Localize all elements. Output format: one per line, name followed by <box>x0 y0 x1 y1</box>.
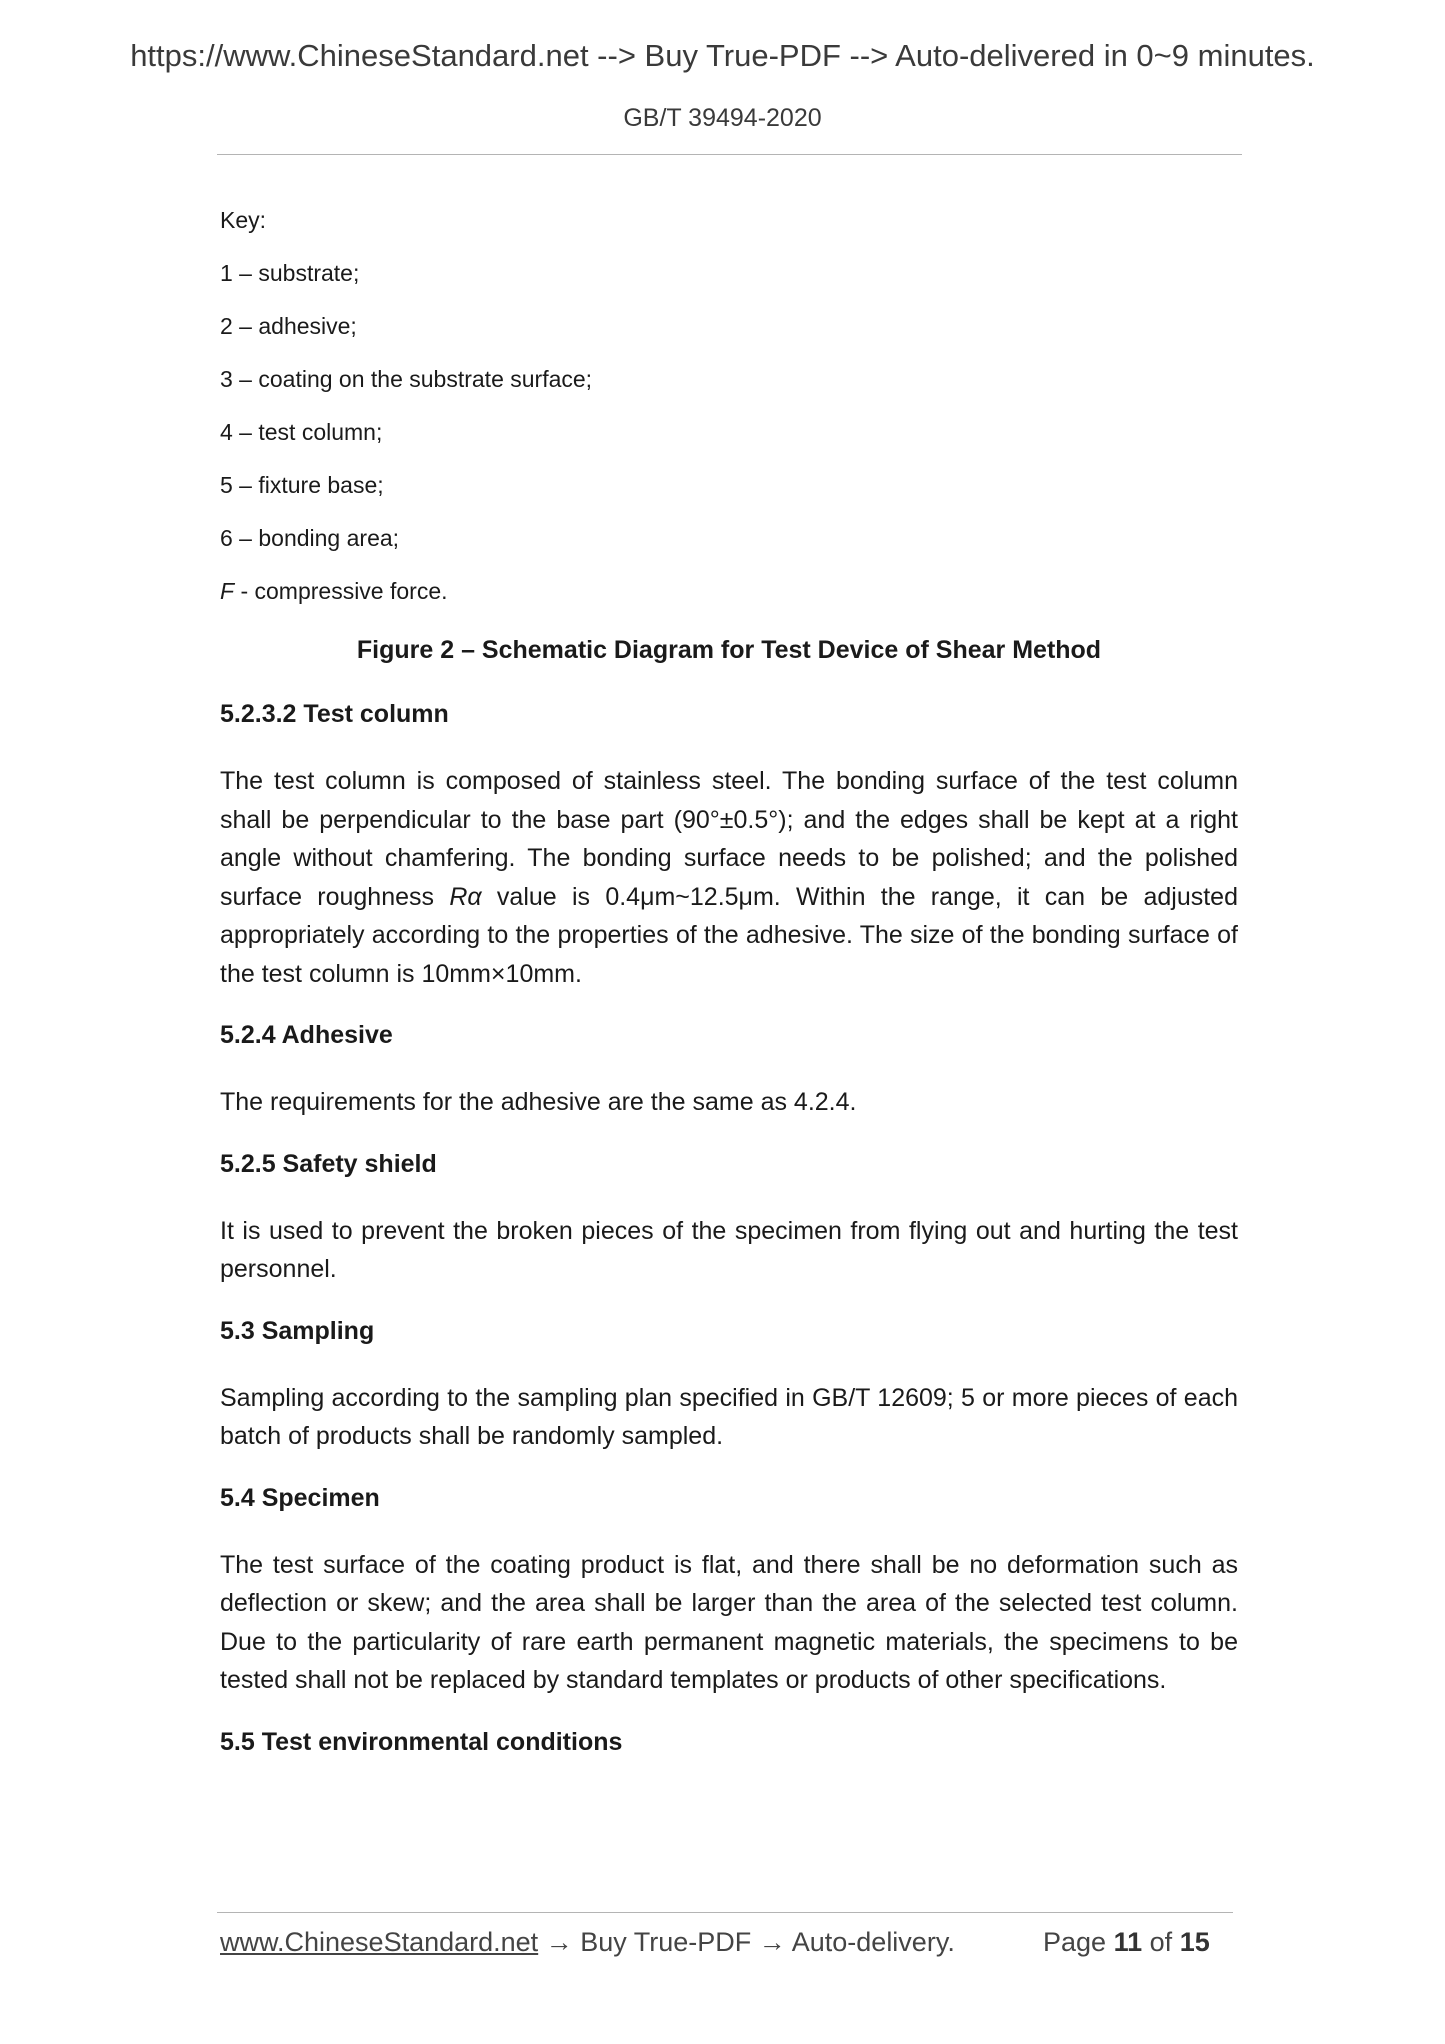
para-5-2-3-2-a: The test column is composed of stainless steel. The bonding surface of the test column shall be perpendicular to the base part (90°±0.5°); and the edges shall be kept at a right angle without chamfering. The bonding surface needs to be polished; and the polished surface roughness <box>220 767 1238 911</box>
key-item-2: 2 – adhesive; <box>220 313 357 339</box>
para-5-2-4: The requirements for the adhesive are the same as 4.2.4. <box>220 1088 857 1116</box>
heading-5-2-3-2: 5.2.3.2 Test column <box>220 700 449 728</box>
heading-5-2-4: 5.2.4 Adhesive <box>220 1021 393 1049</box>
page-body <box>220 204 1238 1790</box>
heading-5-2-5: 5.2.5 Safety shield <box>220 1149 437 1178</box>
top-banner: https://www.ChineseStandard.net --> Buy True-PDF --> Auto-delivered in 0~9 minutes. <box>130 38 1315 73</box>
key-item-5: 5 – fixture base; <box>220 472 384 498</box>
para-5-2-3-2 <box>220 762 1238 993</box>
page-number <box>1043 1927 1210 1958</box>
heading-5-3: 5.3 Sampling <box>220 1316 375 1345</box>
heading-5-5: 5.5 Test environmental conditions <box>220 1727 623 1756</box>
key-item-1: 1 – substrate; <box>220 260 360 286</box>
footer-link-suffix: → Buy True-PDF → Auto-delivery. <box>538 1927 955 1957</box>
key-item-force <box>220 575 1238 607</box>
heading-5-4: 5.4 Specimen <box>220 1483 380 1512</box>
key-item-3: 3 – coating on the substrate surface; <box>220 366 593 392</box>
key-item-4: 4 – test column; <box>220 419 383 445</box>
footer-site-link[interactable]: www.ChineseStandard.net <box>220 1927 539 1957</box>
key-item-6: 6 – bonding area; <box>220 525 400 551</box>
header-divider <box>217 154 1242 155</box>
force-text: - compressive force. <box>234 578 448 604</box>
standard-code: GB/T 39494-2020 <box>623 104 822 132</box>
para-5-2-5: It is used to prevent the broken pieces of the specimen from flying out and hurting the test personnel. <box>220 1216 1238 1283</box>
page-total: 15 <box>1179 1927 1210 1957</box>
page-of: of <box>1149 1927 1173 1957</box>
key-title: Key: <box>220 207 267 233</box>
para-5-3: Sampling according to the sampling plan specified in GB/T 12609; 5 or more pieces of each batch of products shall be randomly sampled. <box>220 1383 1238 1450</box>
para-5-2-3-2-b: value is 0.4μm~12.5μm. Within the range, it can be adjusted appropriately according to the properties of the adhesive. The size of the bonding surface of the test column is 10mm×10mm. <box>220 882 1238 988</box>
figure-caption: Figure 2 – Schematic Diagram for Test Device of Shear Method <box>356 636 1102 664</box>
roughness-symbol: Rα <box>449 882 482 911</box>
force-symbol: F <box>220 578 235 604</box>
footer-left <box>220 1927 955 1958</box>
para-5-4: The test surface of the coating product is flat, and there shall be no deformation such as deflection or skew; and the area shall be larger than the area of the selected test column. Due to the particularity of rare earth permanent magnetic materials, the specimens to be tested shall not be replaced by standard templates or products of other specifications. <box>220 1550 1238 1694</box>
page-label: Page <box>1043 1927 1107 1957</box>
footer-divider <box>217 1912 1233 1913</box>
page-current: 11 <box>1113 1927 1143 1957</box>
